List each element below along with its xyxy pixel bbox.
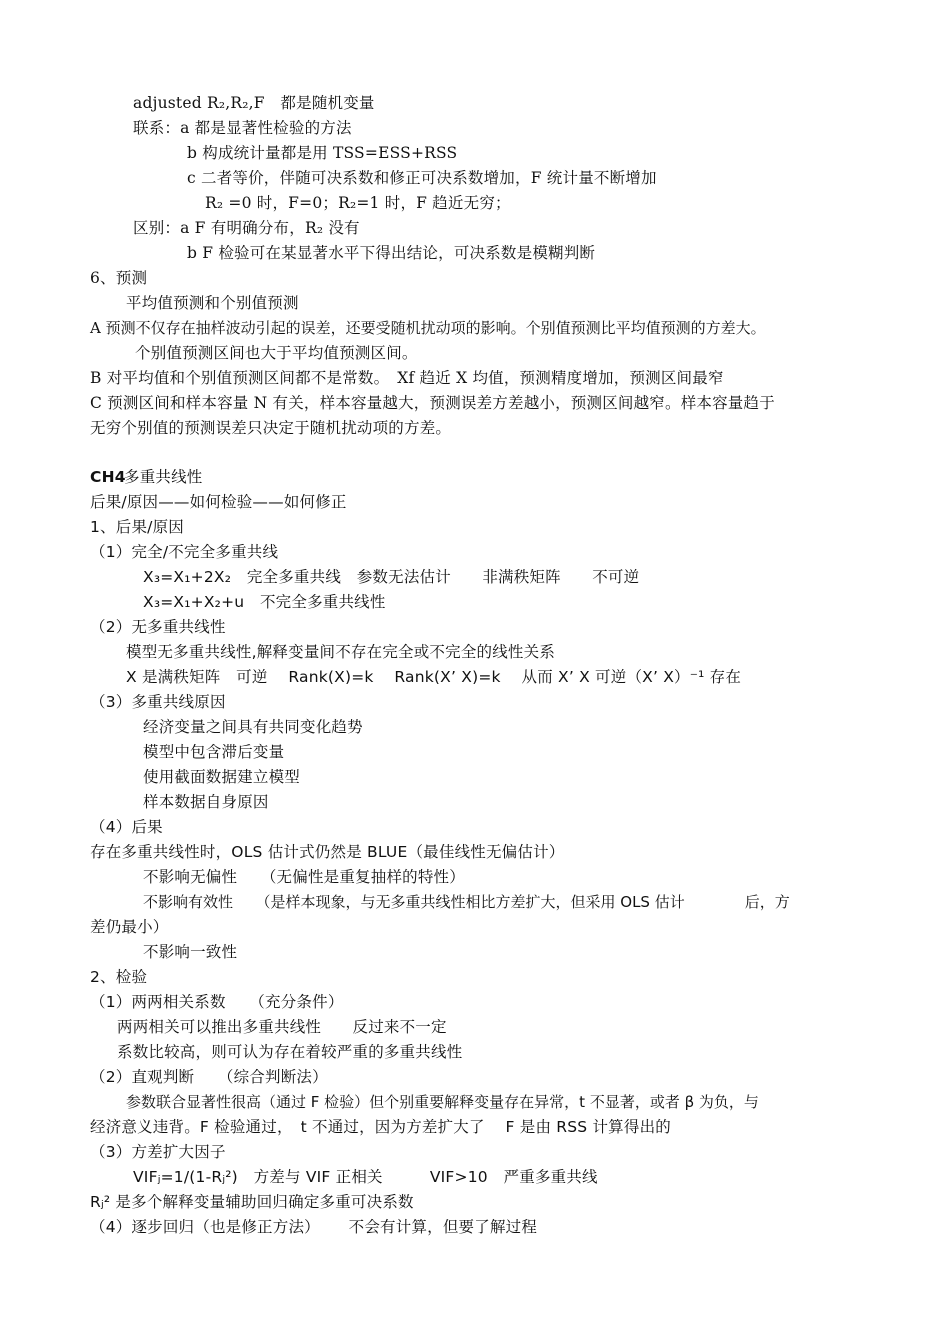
section-heading: 1、后果/原因 [90,518,184,536]
formula-line: X₃=X₁+X₂+u 不完全多重共线性 [143,593,386,611]
text-line: A 预测不仅存在抽样波动引起的误差，还要受随机扰动项的影响。个别值预测比平均值预测的方差大。 [90,319,766,337]
text-line: 不影响有效性 （是样本现象，与无多重共线性相比方差扩大，但采用 OLS 估计 后，方 [143,893,790,911]
subsection-heading: （1）完全/不完全多重共线 [90,543,279,561]
subsection-heading: （2）直观判断 （综合判断法） [90,1068,328,1086]
text-line: 不影响一致性 [143,943,238,961]
chapter-title: 多重共线性 [124,468,203,486]
subsection-heading: （1）两两相关系数 （充分条件） [90,993,344,1011]
text-line: adjusted R₂,R₂,F 都是随机变量 [133,94,375,112]
text-line: 使用截面数据建立模型 [143,768,301,786]
formula-line: X₃=X₁+2X₂ 完全多重共线 参数无法估计 非满秩矩阵 不可逆 [143,568,640,586]
subsection-heading: （3）方差扩大因子 [90,1143,226,1161]
subsection-heading: （4）后果 [90,818,163,836]
text-line: 平均值预测和个别值预测 [126,294,299,312]
text-line: X 是满秩矩阵 可逆 Rank(X)=k Rank(X’ X)=k 从而 X’ X 可逆（X’ X）⁻¹ 存在 [126,668,742,686]
text-line: b 构成统计量都是用 TSS=ESS+RSS [187,144,458,162]
subsection-heading: （2）无多重共线性 [90,618,226,636]
text-line: R₂ =0 时，F=0；R₂=1 时，F 趋近无穷； [205,194,511,212]
text-line: 存在多重共线性时，OLS 估计式仍然是 BLUE（最佳线性无偏估计） [90,843,565,861]
text-line: 模型无多重共线性,解释变量间不存在完全或不完全的线性关系 [126,643,556,661]
subsection-heading: （3）多重共线原因 [90,693,226,711]
text-line: 无穷个别值的预测误差只决定于随机扰动项的方差。 [90,419,452,437]
subsection-heading: （4）逐步回归（也是修正方法） 不会有计算，但要了解过程 [90,1218,538,1236]
text-line: Rⱼ² 是多个解释变量辅助回归确定多重可决系数 [90,1193,414,1211]
text-line: C 预测区间和样本容量 N 有关，样本容量越大，预测误差方差越小，预测区间越窄。样本容量趋于 [90,394,775,412]
text-line: 个别值预测区间也大于平均值预测区间。 [135,344,418,362]
text-line: 模型中包含滞后变量 [143,743,285,761]
section-heading: 2、检验 [90,968,148,986]
text-line: 后果/原因——如何检验——如何修正 [90,493,347,511]
text-line: B 对平均值和个别值预测区间都不是常数。 Xf 趋近 X 均值，预测精度增加，预测区间最窄 [90,369,724,387]
section-heading: 6、预测 [90,269,148,287]
text-line: 样本数据自身原因 [143,793,269,811]
text-line: 系数比较高，则可认为存在着较严重的多重共线性 [117,1043,463,1061]
text-line: b F 检验可在某显著水平下得出结论，可决系数是模糊判断 [187,244,596,262]
text-line: c 二者等价，伴随可决系数和修正可决系数增加，F 统计量不断增加 [187,169,657,187]
text-line: 差仍最小） [90,918,169,936]
text-line: 区别：a F 有明确分布，R₂ 没有 [133,219,360,237]
text-line: 参数联合显著性很高（通过 F 检验）但个别重要解释变量存在异常，t 不显著，或者 β 为负，与 [126,1093,759,1111]
text-line: 经济意义违背。F 检验通过， t 不通过，因为方差扩大了 F 是由 RSS 计算得出的 [90,1118,671,1136]
text-line: 联系：a 都是显著性检验的方法 [133,119,352,137]
text-line: 不影响无偏性 （无偏性是重复抽样的特性） [143,868,465,886]
chapter-label: CH4 [90,468,126,486]
text-line: 经济变量之间具有共同变化趋势 [143,718,363,736]
text-line: 两两相关可以推出多重共线性 反过来不一定 [117,1018,447,1036]
formula-line: VIFⱼ=1/(1-Rⱼ²) 方差与 VIF 正相关 VIF>10 严重多重共线 [133,1168,598,1186]
